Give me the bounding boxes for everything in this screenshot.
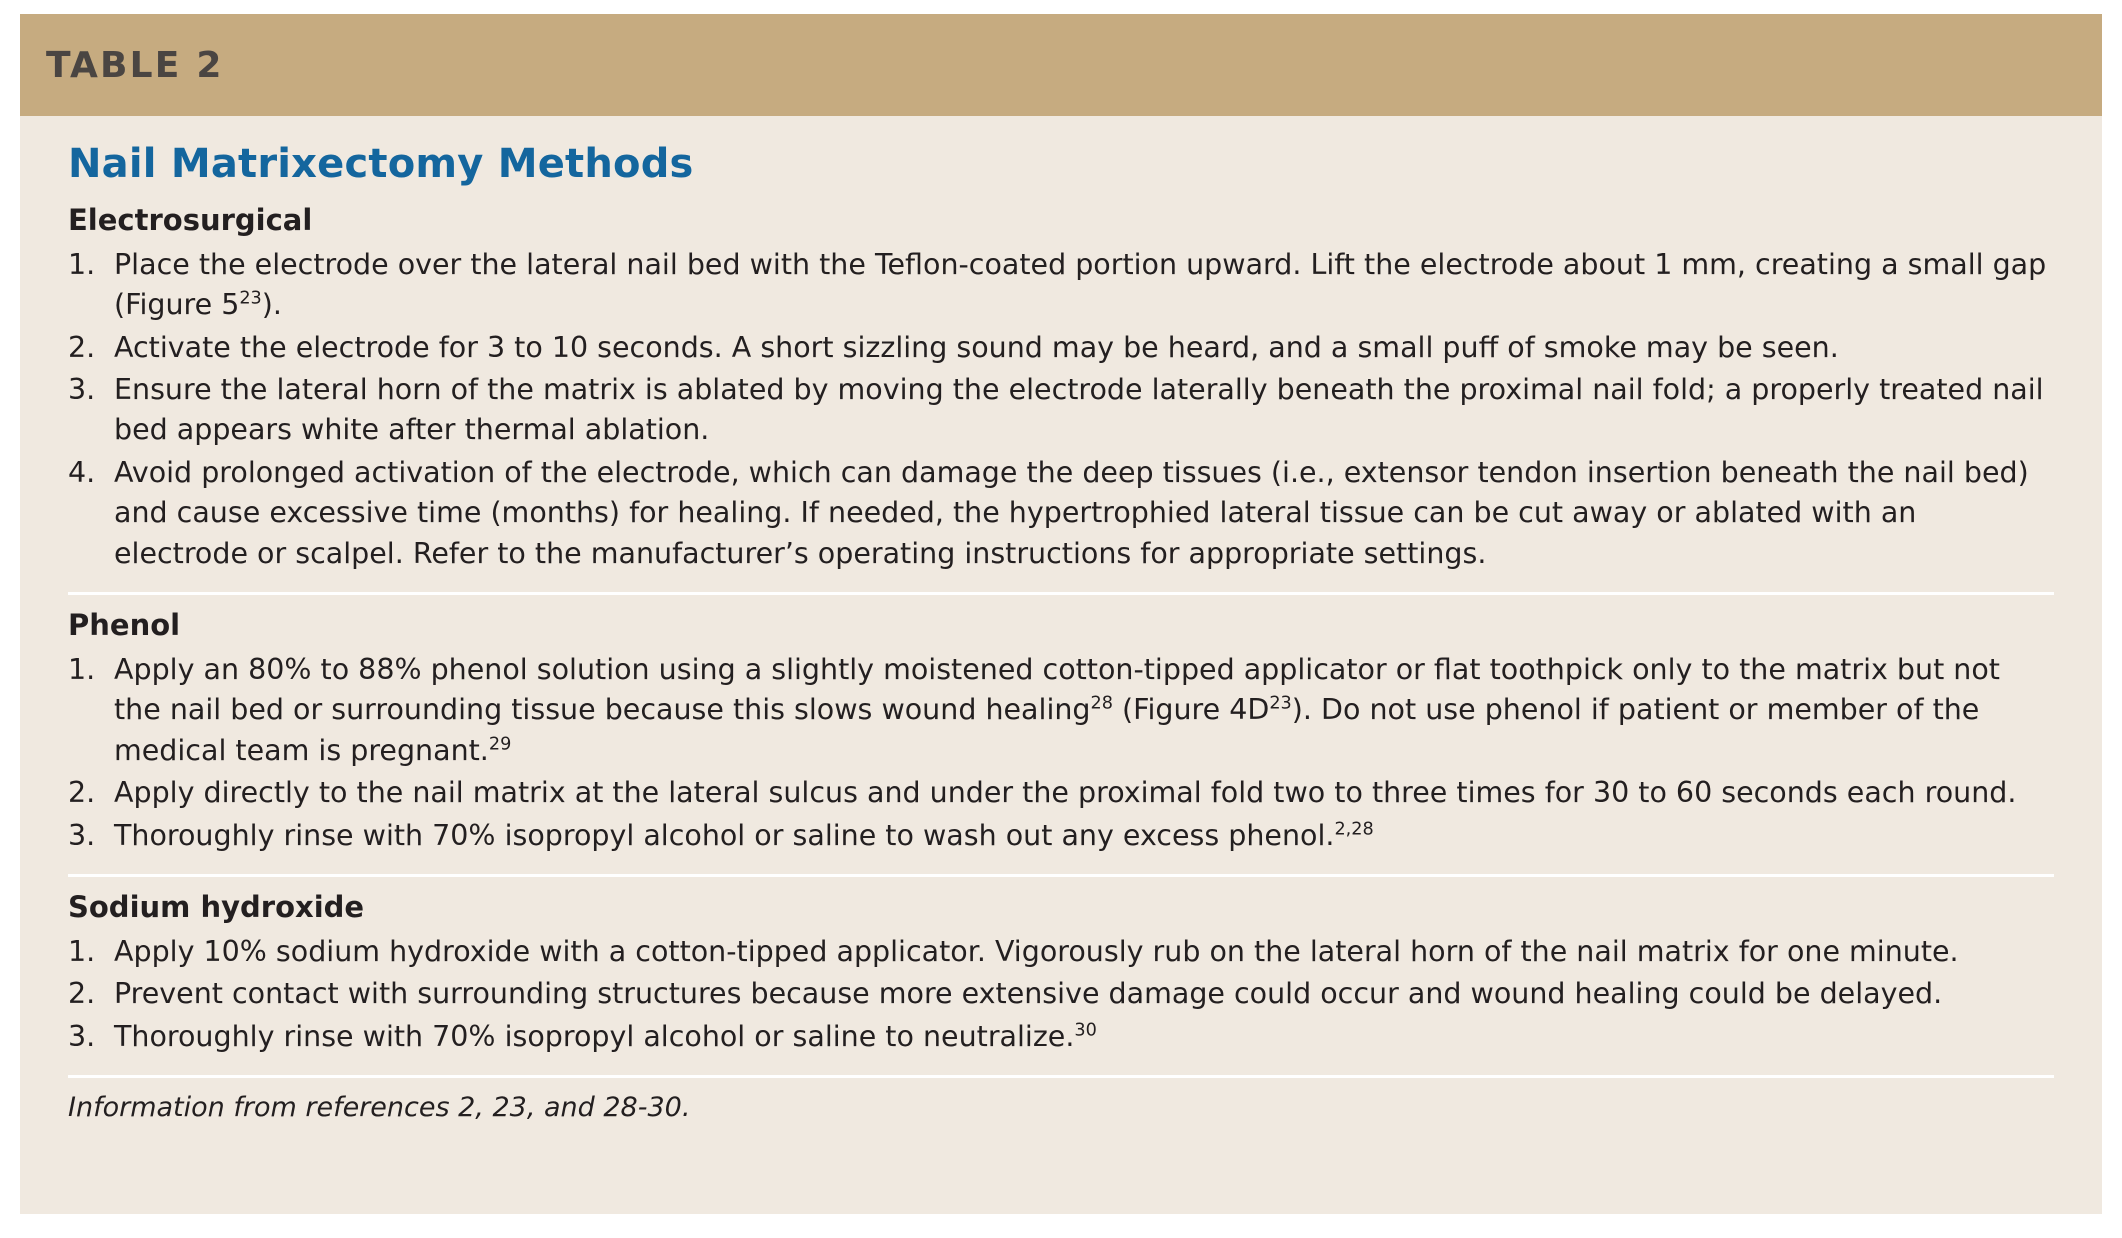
section-heading: Phenol (68, 608, 181, 643)
step-list (68, 245, 2054, 575)
section-heading: Electrosurgical (68, 203, 313, 237)
step-number: 3. (68, 373, 96, 406)
step-text: Activate the electrode for 3 to 10 seconds. A short sizzling sound may be heard, and a small puff of smoke may be seen. (114, 330, 1839, 364)
step-number: 1. (68, 247, 96, 281)
step-text: Thoroughly rinse with 70% isopropyl alcohol or saline to wash out any excess phenol.$^{2,28}$ (114, 818, 1374, 852)
table-section (68, 200, 2054, 574)
list-item (68, 245, 2054, 326)
step-text: Prevent contact with surrounding structures because more extensive damage could occur and wound healing could be delayed. (114, 977, 1943, 1011)
step-text: Apply 10% sodium hydroxide with a cotton-tipped applicator. Vigorously rub on the lateral horn of the nail matrix for one minute. (114, 934, 1959, 968)
sections-container (68, 200, 2054, 1057)
step-number: 2. (68, 330, 96, 364)
section-heading: Sodium hydroxide (68, 890, 365, 925)
table-section (68, 887, 2054, 1057)
step-number: 1. (68, 652, 96, 686)
footnote-divider (68, 1075, 2054, 1078)
table-body (20, 116, 2102, 1123)
step-number: 2. (68, 776, 96, 810)
step-text: Apply directly to the nail matrix at the lateral sulcus and under the proximal fold two to three times for 30 to 60 seconds each round. (114, 776, 2017, 810)
list-item (68, 328, 2054, 368)
section-divider (68, 874, 2054, 877)
list-item (68, 816, 2054, 856)
step-list (68, 932, 2054, 1057)
step-number: 1. (68, 934, 96, 968)
step-text: Place the electrode over the lateral nail bed with the Teflon-coated portion upward. Lift the electrode about 1 mm, creating a small gap (Figure $5^{23}$). (114, 247, 2047, 322)
section-divider (68, 592, 2054, 595)
step-text: Thoroughly rinse with 70% isopropyl alcohol or saline to neutralize.$^{30}$ (114, 1019, 1097, 1053)
step-number: 3. (68, 818, 96, 852)
list-item (68, 370, 2054, 451)
table-section (68, 605, 2054, 856)
list-item (68, 932, 2054, 972)
table-card (20, 14, 2102, 1214)
step-number: 2. (68, 977, 96, 1011)
table-header-band (20, 14, 2102, 116)
step-list (68, 650, 2054, 856)
step-number: 3. (68, 1019, 96, 1053)
list-item (68, 773, 2054, 813)
list-item (68, 974, 2054, 1014)
step-text: Ensure the lateral horn of the matrix is ablated by moving the electrode laterally beneath the proximal nail fold; a properly treated nail bed appears white after thermal ablation. (114, 373, 2044, 447)
step-text: Apply an 80% to 88% phenol solution using a slightly moistened cotton-tipped applicator or flat toothpick only to the matrix but not the nail bed or surrounding tissue because this slows wound healing$^{28}$ (Figure $4D^{23}$). Do not use phenol if patient or member of the medical team is pregnant.$^{29}$ (114, 652, 2000, 767)
list-item (68, 650, 2054, 771)
list-item (68, 453, 2054, 574)
step-text: Avoid prolonged activation of the electrode, which can damage the deep tissues (i.e., extensor tendon insertion beneath the nail bed) and cause excessive time (months) for healing. If needed, the hypertrophied lateral tissue can be cut away or ablated with an electrode or scalpel. Refer to the manufacturer’s operating instructions for appropriate settings. (114, 455, 2029, 570)
table-number-label: TABLE 2 (46, 44, 224, 86)
step-number: 4. (68, 455, 96, 489)
list-item (68, 1017, 2054, 1057)
source-footnote: Information from references 2, 23, and 28-30. (68, 1092, 691, 1124)
table-title: Nail Matrixectomy Methods (68, 141, 694, 187)
